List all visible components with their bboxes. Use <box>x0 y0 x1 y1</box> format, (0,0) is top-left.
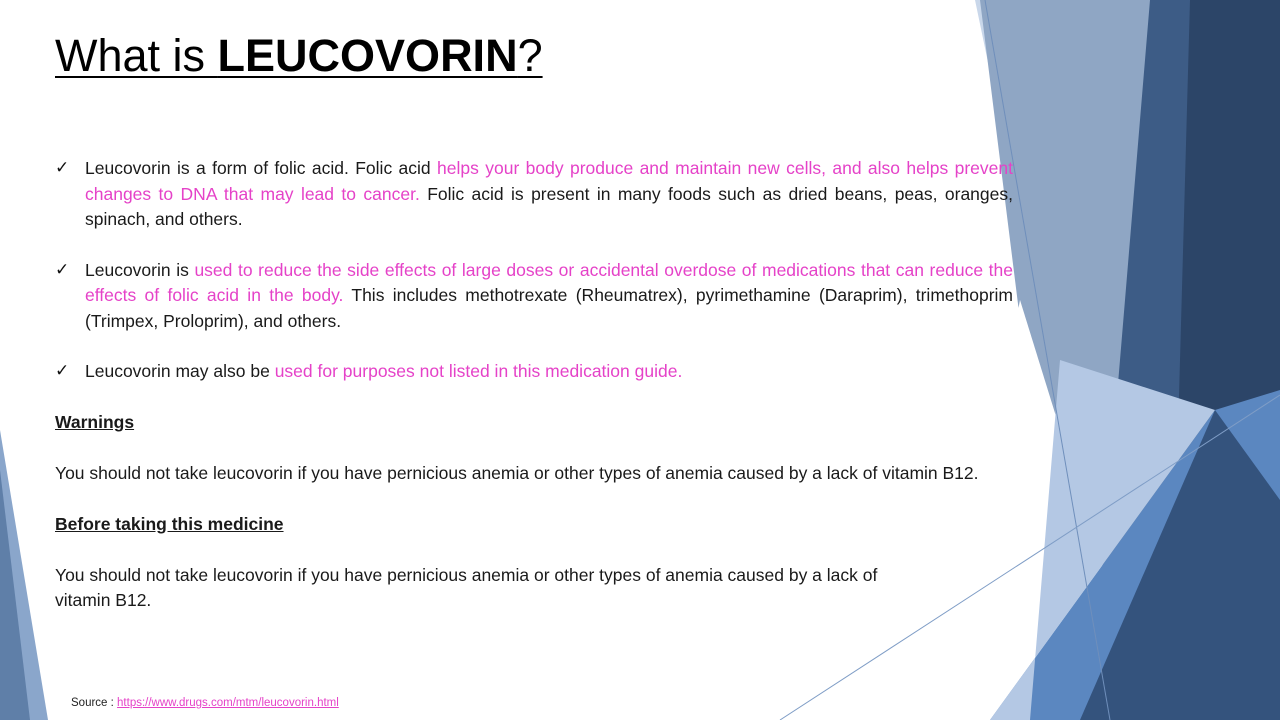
source-label: Source : <box>71 697 118 709</box>
bullet-text: This includes methotrexate (Rheumatrex), pyrimethamine (Daraprim), trimethoprim (Trimpex, Proloprim), and others. <box>85 285 1013 331</box>
checkmark-icon: ✓ <box>55 259 70 280</box>
bullet-text: Leucovorin is <box>85 259 195 280</box>
bullet-item <box>55 359 1013 385</box>
bullet-text: Leucovorin may also be <box>85 361 275 381</box>
before-taking-text: You should not take leucovorin if you have pernicious anemia or other types of anemia caused by a lack of vitamin B12. <box>55 564 878 610</box>
checkmark-icon: ✓ <box>55 361 70 381</box>
source-link[interactable]: https://www.drugs.com/mtm/leucovorin.html <box>117 697 339 709</box>
bullet-highlight-text: used for purposes not listed in this medication guide. <box>274 361 683 381</box>
bullet-text: Leucovorin is a form of folic acid. Folic acid <box>85 158 438 178</box>
title-prefix: What is <box>55 30 218 81</box>
source-citation <box>71 697 339 709</box>
bullet-highlight-text: helps your body produce and maintain new cells, and also helps prevent changes to DNA that may lead to cancer. <box>85 158 1013 204</box>
title-suffix: ? <box>517 30 543 81</box>
main-content <box>55 156 1013 614</box>
bullet-highlight-text: used to reduce the side effects of large doses or accidental overdose of medications that can reduce the effects of folic acid in the body. <box>85 259 1013 305</box>
before-taking-heading: Before taking this medicine <box>55 513 284 534</box>
bullet-item <box>55 156 1013 233</box>
checkmark-icon: ✓ <box>55 158 70 178</box>
page-title <box>55 30 543 82</box>
warnings-text: You should not take leucovorin if you have pernicious anemia or other types of anemia caused by a lack of vitamin B12. <box>55 462 979 483</box>
bullet-item <box>55 258 1013 335</box>
title-drug-name: LEUCOVORIN <box>217 30 518 81</box>
bullet-text: Folic acid is present in many foods such as dried beans, peas, oranges, spinach, and others. <box>85 183 1013 229</box>
warnings-heading: Warnings <box>55 411 135 432</box>
